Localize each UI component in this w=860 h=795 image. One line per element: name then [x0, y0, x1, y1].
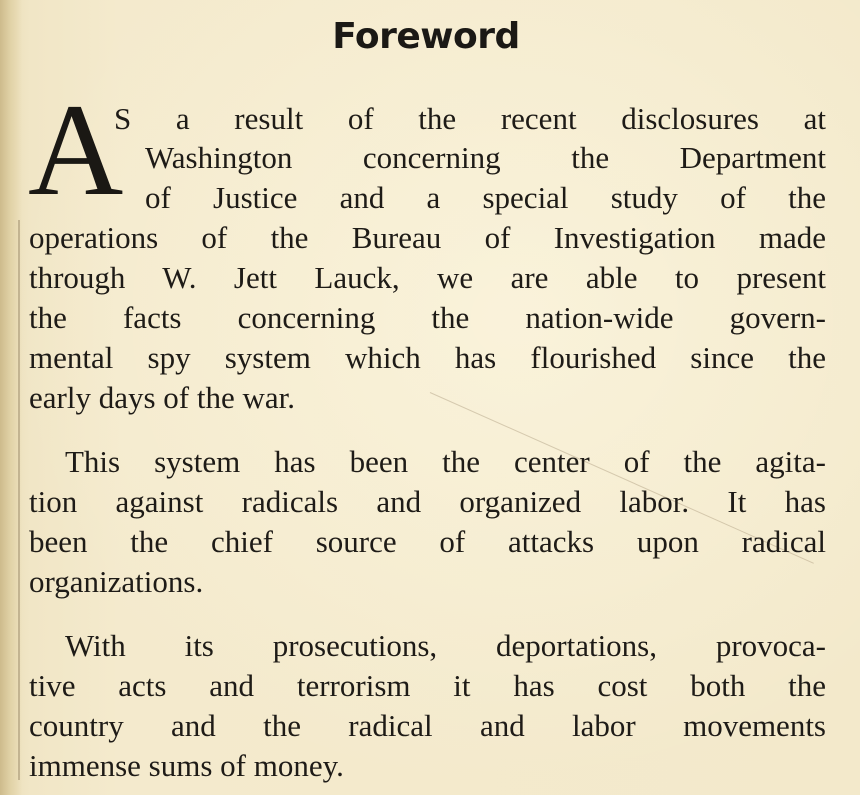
paragraph-2-line-2: tion against radicals and organized labor. It has [29, 484, 826, 519]
paragraph-1-line-2: Washington concerning the Department [145, 140, 826, 175]
paragraph-3-line-4: immense sums of money. [29, 748, 344, 783]
paragraph-3-line-1: With its prosecutions, deportations, provoca- [65, 628, 826, 663]
drop-cap-letter: A [28, 76, 124, 223]
paragraph-2-line-1: This system has been the center of the agita- [65, 444, 826, 479]
paragraph-1-line-6: the facts concerning the nation-wide govern- [29, 300, 826, 335]
paragraph-2-line-3: been the chief source of attacks upon radical [29, 524, 826, 559]
paragraph-1-line-8: early days of the war. [29, 380, 295, 415]
paragraph-3-line-2: tive acts and terrorism it has cost both the [29, 668, 826, 703]
paragraph-1-line-1: S a result of the recent disclosures at [114, 101, 826, 136]
paragraph-1-line-5: through W. Jett Lauck, we are able to present [29, 260, 826, 295]
page-title: Foreword [332, 16, 520, 57]
paragraph-1-line-7: mental spy system which has flourished since the [29, 340, 826, 375]
paragraph-1-line-4: operations of the Bureau of Investigation made [29, 220, 826, 255]
paragraph-2-line-4: organizations. [29, 564, 204, 599]
page-edge-line [18, 220, 20, 780]
paragraph-3-line-3: country and the radical and labor movements [29, 708, 826, 743]
paragraph-1-line-3: of Justice and a special study of the [145, 180, 826, 215]
